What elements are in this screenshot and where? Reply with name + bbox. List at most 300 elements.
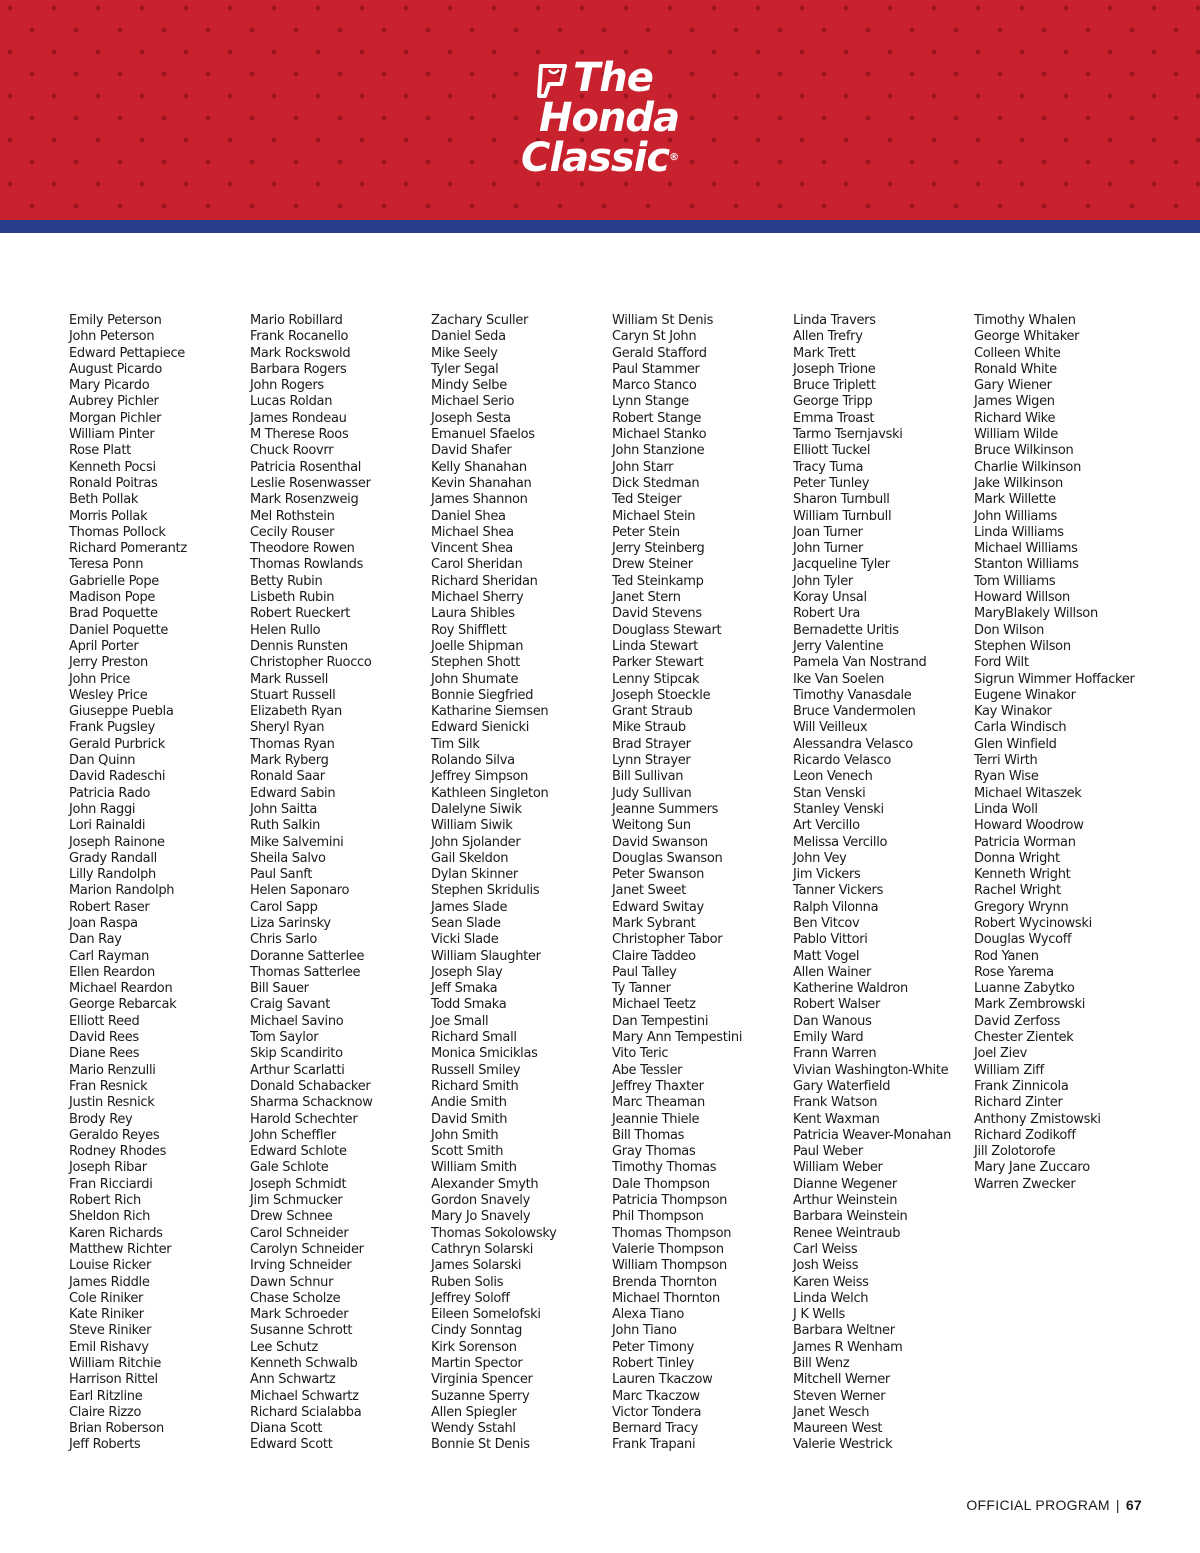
name-entry: Wesley Price [69,687,148,703]
name-entry: Stanton Williams [974,557,1079,573]
name-entry: David Shafer [431,443,512,459]
name-entry: Kelly Shanahan [431,459,527,475]
name-entry: Kevin Shanahan [431,475,532,491]
name-entry: Robert Tinley [612,1356,695,1371]
name-entry: Kenneth Pocsi [69,459,156,475]
name-entry: Melissa Vercillo [793,834,888,850]
name-entry: John Shumate [431,671,519,687]
name-entry: Karen Richards [69,1225,163,1241]
name-entry: Michael Reardon [69,981,173,997]
footer-label: OFFICIAL PROGRAM [966,1497,1110,1513]
name-entry: Paul Weber [793,1144,863,1160]
name-entry: Chase Scholze [250,1290,341,1306]
name-entry: Harold Schechter [250,1111,358,1127]
name-entry: Cecily Rouser [250,524,335,540]
name-entry: Leon Venech [793,769,873,785]
name-entry: Douglas Swanson [612,850,723,866]
name-entry: Gregory Wrynn [974,899,1069,915]
name-entry: Michael Witaszek [974,785,1082,801]
name-entry: Eugene Winakor [974,687,1076,703]
name-entry: Matthew Richter [69,1241,172,1257]
name-entry: Christopher Tabor [612,932,723,948]
name-entry: Rachel Wright [974,883,1061,899]
name-entry: Fran Resnick [69,1078,148,1094]
name-entry: Terri Wirth [974,753,1038,769]
name-entry: Carol Sheridan [431,557,523,573]
name-entry: John Vey [793,850,847,866]
name-entry: Carol Sapp [250,899,318,915]
name-entry: Chris Sarlo [250,932,318,948]
name-entry: Ellen Reardon [69,964,155,980]
name-entry: Michael Shea [431,524,514,540]
name-entry: Jake Wilkinson [974,475,1063,491]
name-entry: Tom Williams [974,573,1056,589]
name-entry: Stanley Venski [793,801,884,817]
name-entry: Grady Randall [69,850,157,866]
name-entry: Mark Russell [250,671,329,687]
name-entry: Dylan Skinner [431,867,518,883]
name-entry: Warren Zwecker [974,1176,1076,1192]
name-entry: Rod Yanen [974,948,1039,964]
name-entry: Brad Strayer [612,736,691,752]
name-entry: Thomas Thompson [612,1225,732,1241]
name-entry: Kirk Sorenson [431,1339,517,1355]
name-entry: Timothy Thomas [612,1160,717,1176]
name-entry: Ryan Wise [974,769,1039,785]
name-entry: Douglass Stewart [612,622,722,638]
name-entry: Michael Savino [250,1013,344,1029]
name-entry: Bill Sullivan [612,769,684,785]
name-entry: Mike Seely [431,345,498,361]
name-entry: Teresa Ponn [69,557,144,573]
name-entry: George Whitaker [974,329,1080,345]
name-entry: Emanuel Sfaelos [431,427,535,443]
name-column-6 [974,313,1135,1193]
name-entry: Bruce Triplett [793,378,876,394]
name-entry: Thomas Satterlee [250,964,361,980]
name-entry: Mary Ann Tempestini [612,1030,743,1046]
name-column-3 [431,313,557,1454]
name-entry: Edward Scott [250,1437,333,1453]
name-entry: Claire Rizzo [69,1404,142,1420]
name-entry: Joe Small [431,1013,489,1029]
name-entry: Carl Rayman [69,948,150,964]
name-entry: Stephen Skridulis [431,883,540,899]
name-entry: Joseph Trione [793,361,876,377]
name-entry: Frank Rocanello [250,329,349,345]
name-entry: Matt Vogel [793,948,860,964]
name-entry: Stephen Shott [431,655,520,671]
name-entry: Bonnie Siegfried [431,687,534,703]
name-entry: Joan Turner [793,524,863,540]
name-entry: Madison Pope [69,590,156,606]
name-entry: Caryn St John [612,329,697,345]
name-entry: Carolyn Schneider [250,1241,364,1257]
name-entry: Mark Trett [793,345,856,361]
name-entry: Dan Quinn [69,753,136,769]
name-entry: Rose Platt [69,443,131,459]
name-entry: Tanner Vickers [793,883,884,899]
name-entry: Edward Switay [612,899,704,915]
name-entry: Roy Shifflett [431,622,507,638]
name-entry: Timothy Vanasdale [793,687,912,703]
name-entry: Richard Zinter [974,1095,1063,1111]
name-entry: John Smith [431,1127,499,1143]
name-entry: Phil Thompson [612,1209,704,1225]
name-entry: Chester Zientek [974,1030,1074,1046]
name-entry: Elliott Tuckel [793,443,871,459]
name-entry: Jerry Valentine [793,638,884,654]
name-entry: William Siwik [431,818,513,834]
name-entry: Mark Rosenzweig [250,492,359,508]
name-entry: John Scheffler [250,1127,336,1143]
name-entry: Rose Yarema [974,964,1054,980]
name-entry: Michael Serio [431,394,515,410]
name-entry: Weitong Sun [612,818,691,834]
name-entry: Tyler Segal [431,361,499,377]
name-entry: Earl Ritzline [69,1388,143,1404]
name-entry: Elizabeth Ryan [250,704,342,720]
name-entry: William Turnbull [793,508,892,524]
name-entry: John Williams [974,508,1057,524]
name-entry: Jeannie Thiele [612,1111,700,1127]
name-entry: Morgan Pichler [69,410,162,426]
name-entry: William St Denis [612,313,714,328]
name-entry: William Thompson [612,1258,727,1274]
name-entry: Kathleen Singleton [431,785,549,801]
name-entry: James Solarski [431,1258,522,1274]
name-column-1 [69,313,187,1454]
page-number: 67 [1125,1497,1142,1513]
name-entry: Patricia Weaver-Monahan [793,1127,952,1143]
name-entry: Brody Rey [69,1111,133,1127]
name-entry: Mario Robillard [250,313,343,328]
name-entry: Bruce Wilkinson [974,443,1074,459]
name-entry: Lenny Stipcak [612,671,700,687]
name-entry: Maureen West [793,1421,883,1437]
name-entry: Linda Woll [974,801,1038,817]
name-entry: Ford Wilt [974,655,1029,671]
name-entry: Gail Skeldon [431,850,509,866]
footer-separator: | [1115,1497,1120,1513]
name-entry: Frank Pugsley [69,720,156,736]
name-entry: Daniel Poquette [69,622,169,638]
name-entry: Morris Pollak [69,508,148,524]
name-entry: Anthony Zmistowski [974,1111,1101,1127]
name-entry: Tarmo Tsernjavski [793,427,903,443]
name-entry: Tracy Tuma [793,459,864,475]
name-entry: Gerald Purbrick [69,736,165,752]
name-entry: Mark Schroeder [250,1307,349,1323]
name-entry: Janet Sweet [612,883,686,899]
name-entry: James Shannon [431,492,528,508]
name-entry: Emil Rishavy [69,1339,149,1355]
name-entry: Cindy Sonntag [431,1323,523,1339]
name-entry: Giuseppe Puebla [69,704,174,720]
name-entry: George Tripp [793,394,873,410]
name-entry: Frann Warren [793,1046,877,1062]
name-entry: Thomas Sokolowsky [431,1225,557,1241]
name-entry: Valerie Westrick [793,1437,893,1453]
name-entry: Donald Schabacker [250,1078,371,1094]
name-entry: Monica Smiciklas [431,1046,538,1062]
name-entry: Brian Roberson [69,1421,164,1437]
name-entry: David Swanson [612,834,708,850]
name-entry: William Ritchie [69,1356,162,1371]
name-entry: Martin Spector [431,1356,523,1371]
name-entry: Sharma Schacknow [250,1095,373,1111]
name-entry: Mark Sybrant [612,915,696,931]
name-entry: Ty Tanner [612,981,671,997]
name-entry: Richard Scialabba [250,1404,362,1420]
name-entry: Louise Ricker [69,1258,152,1274]
name-entry: Richard Pomerantz [69,541,187,557]
name-entry: Ronald Saar [250,769,325,785]
name-entry: Edward Sienicki [431,720,530,736]
name-entry: John Starr [612,459,674,475]
registered-mark: ® [669,152,679,163]
name-entry: Joelle Shipman [431,638,524,654]
name-entry: Kent Waxman [793,1111,880,1127]
name-entry: Michael Sherry [431,590,524,606]
name-entry: Ike Van Soelen [793,671,885,687]
name-entry: Helen Rullo [250,622,321,638]
name-entry: Josh Weiss [793,1258,859,1274]
name-entry: Gerald Stafford [612,345,707,361]
name-entry: Richard Sheridan [431,573,538,589]
name-entry: Kate Riniker [69,1307,144,1323]
name-entry: Patricia Rado [69,785,151,801]
name-entry: Gary Waterfield [793,1078,891,1094]
name-entry: Stan Venski [793,785,866,801]
name-entry: Bonnie St Denis [431,1437,530,1453]
name-entry: Scott Smith [431,1144,504,1160]
name-entry: William Pinter [69,427,155,443]
name-entry: Katharine Siemsen [431,704,549,720]
name-entry: Grant Straub [612,704,693,720]
name-entry: Craig Savant [250,997,330,1013]
name-entry: Valerie Thompson [612,1241,724,1257]
name-entry: Thomas Ryan [250,736,335,752]
name-entry: Dale Thompson [612,1176,710,1192]
name-entry: Peter Tunley [793,475,870,491]
name-entry: Joel Ziev [974,1046,1028,1062]
name-entry: Geraldo Reyes [69,1127,160,1143]
name-entry: Linda Stewart [612,638,698,654]
name-entry: Paul Talley [612,964,677,980]
name-entry: Peter Swanson [612,867,705,883]
name-entry: James Riddle [69,1274,150,1290]
name-entry: James Slade [431,899,508,915]
name-entry: Arthur Scarlatti [250,1062,345,1078]
name-entry: John Raggi [69,801,136,817]
name-entry: Marc Tkaczow [612,1388,700,1404]
name-entry: Dan Tempestini [612,1013,709,1029]
name-entry: Howard Willson [974,590,1070,606]
name-entry: Gabrielle Pope [69,573,159,589]
name-entry: Alessandra Velasco [793,736,913,752]
name-entry: Gray Thomas [612,1144,696,1160]
name-entry: Judy Sullivan [612,785,692,801]
name-entry: Dianne Wegener [793,1176,897,1192]
name-entry: Chuck Roovrr [250,443,334,459]
name-entry: Paul Sanft [250,867,313,883]
name-entry: Donna Wright [974,850,1060,866]
name-entry: Dan Wanous [793,1013,872,1029]
name-entry: John Turner [793,541,864,557]
name-entry: Marion Randolph [69,883,175,899]
name-entry: John Tyler [793,573,853,589]
name-entry: Diana Scott [250,1421,323,1437]
name-entry: Dennis Runsten [250,638,348,654]
name-entry: Thomas Pollock [69,524,166,540]
name-entry: Lilly Randolph [69,867,156,883]
name-entry: Frank Trapani [612,1437,696,1453]
name-entry: Patricia Thompson [612,1193,728,1209]
name-entry: Barbara Weltner [793,1323,895,1339]
name-entry: Lauren Tkaczow [612,1372,713,1388]
name-entry: Robert Wycinowski [974,915,1092,931]
name-entry: William Wilde [974,427,1058,443]
name-entry: Barbara Rogers [250,361,347,377]
name-entry: David Stevens [612,606,702,622]
name-entry: Kenneth Schwalb [250,1356,358,1371]
name-entry: Robert Stange [612,410,702,426]
name-entry: Karen Weiss [793,1274,869,1290]
name-entry: Drew Schnee [250,1209,333,1225]
name-entry: Katherine Waldron [793,981,908,997]
name-entry: Jeffrey Soloff [431,1290,510,1306]
name-entry: James Rondeau [250,410,347,426]
name-entry: Lisbeth Rubin [250,590,335,606]
name-entry: Pamela Van Nostrand [793,655,927,671]
name-entry: Bernard Tracy [612,1421,699,1437]
name-entry: Ruth Salkin [250,818,321,834]
name-entry: Ann Schwartz [250,1372,336,1388]
name-entry: Wendy Sstahl [431,1421,516,1437]
name-entry: Andie Smith [431,1095,507,1111]
name-entry: Cathryn Solarski [431,1241,534,1257]
name-entry: Kenneth Wright [974,867,1071,883]
name-entry: Timothy Whalen [974,313,1076,328]
name-entry: Joseph Stoeckle [612,687,711,703]
name-entry: Allen Spiegler [431,1404,517,1420]
name-entry: Edward Sabin [250,785,336,801]
name-entry: Joseph Slay [431,964,503,980]
name-entry: Arthur Weinstein [793,1193,898,1209]
name-entry: Parker Stewart [612,655,704,671]
name-entry: Mary Picardo [69,378,150,394]
name-entry: John Peterson [69,329,155,345]
name-entry: Jim Schmucker [250,1193,343,1209]
name-entry: Marc Theaman [612,1095,705,1111]
name-entry: Daniel Seda [431,329,506,345]
name-entry: Ralph Vilonna [793,899,879,915]
name-entry: Michael Stanko [612,427,707,443]
name-entry: Mel Rothstein [250,508,335,524]
name-entry: Jerry Preston [69,655,148,671]
name-entry: Ruben Solis [431,1274,504,1290]
name-entry: Mike Salvemini [250,834,344,850]
name-entry: William Weber [793,1160,883,1176]
name-entry: Art Vercillo [793,818,860,834]
name-entry: David Radeschi [69,769,166,785]
name-entry: Sheryl Ryan [250,720,325,736]
name-entry: Richard Small [431,1030,517,1046]
name-entry: Lee Schutz [250,1339,318,1355]
name-entry: Lucas Roldan [250,394,333,410]
name-entry: Jeff Smaka [431,981,498,997]
name-entry: Brenda Thornton [612,1274,717,1290]
name-entry: Steve Riniker [69,1323,152,1339]
name-entry: Jeanne Summers [612,801,719,817]
name-entry: Gale Schlote [250,1160,329,1176]
name-entry: J K Wells [793,1307,846,1323]
name-entry: Peter Stein [612,524,680,540]
name-entry: Frank Zinnicola [974,1078,1069,1094]
name-entry: Sean Slade [431,915,501,931]
name-entry: Vito Teric [612,1046,669,1062]
name-entry: Ted Steiger [612,492,682,508]
logo-text-the: The [573,55,653,101]
name-entry: Gary Wiener [974,378,1052,394]
name-entry: Ronald Poitras [69,475,158,491]
name-entry: Bill Sauer [250,981,309,997]
name-entry: Mitchell Werner [793,1372,890,1388]
name-entry: Russell Smiley [431,1062,521,1078]
name-entry: M Therese Roos [250,427,349,443]
name-entry: Sigrun Wimmer Hoffacker [974,671,1135,687]
name-entry: Vivian Washington-White [793,1062,949,1078]
name-entry: Suzanne Sperry [431,1388,530,1404]
name-entry: Linda Williams [974,524,1064,540]
name-entry: Marco Stanco [612,378,697,394]
name-entry: Glen Winfield [974,736,1057,752]
name-entry: Joseph Rainone [69,834,165,850]
name-entry: MaryBlakely Willson [974,606,1098,622]
name-entry: Luanne Zabytko [974,981,1075,997]
name-entry: April Porter [69,638,139,654]
name-entry: Justin Resnick [69,1095,155,1111]
name-entry: Dan Ray [69,932,122,948]
name-entry: Stuart Russell [250,687,336,703]
name-entry: Eileen Somelofski [431,1307,541,1323]
name-entry: David Zerfoss [974,1013,1061,1029]
name-entry: Todd Smaka [431,997,507,1013]
name-entry: James Wigen [974,394,1055,410]
name-entry: Elliott Reed [69,1013,140,1029]
name-entry: Claire Taddeo [612,948,696,964]
name-entry: Jeff Roberts [69,1437,141,1453]
name-entry: Robert Rueckert [250,606,351,622]
name-entry: Lori Rainaldi [69,818,146,834]
name-entry: Tom Saylor [250,1030,319,1046]
name-column-5 [793,313,951,1454]
name-entry: Mark Zembrowski [974,997,1086,1013]
name-column-2 [250,313,373,1454]
name-entry: Irving Schneider [250,1258,352,1274]
name-entry: Jeffrey Simpson [431,769,529,785]
page-footer [966,1497,1142,1513]
name-entry: Gordon Snavely [431,1193,530,1209]
name-entry: Mary Jane Zuccaro [974,1160,1090,1176]
name-entry: Patricia Rosenthal [250,459,362,475]
name-entry: Emily Ward [793,1030,864,1046]
name-entry: Harrison Rittel [69,1372,158,1388]
name-entry: Pablo Vittori [793,932,868,948]
name-entry: Frank Watson [793,1095,878,1111]
name-entry: Betty Rubin [250,573,323,589]
